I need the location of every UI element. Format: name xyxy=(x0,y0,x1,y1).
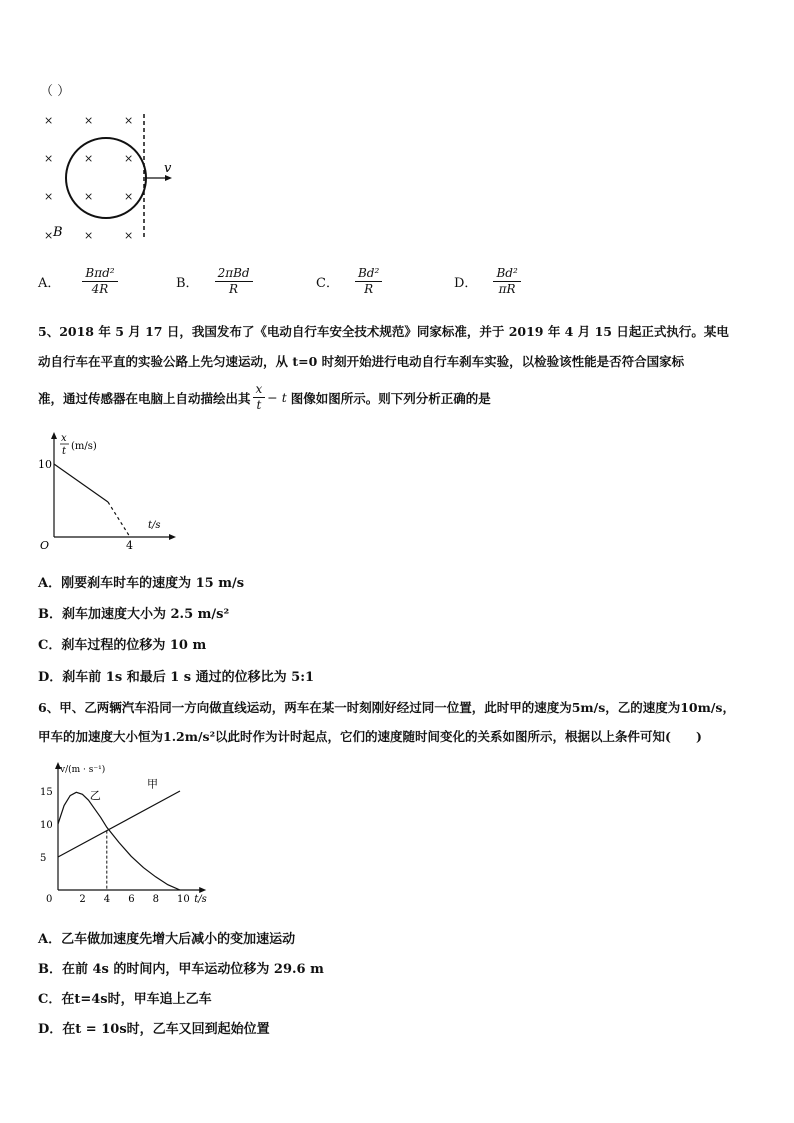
q4-option-d-fraction: $\frac{\text{Bd²}}{\pi R}$ xyxy=(493,266,520,297)
series-line-yi xyxy=(58,792,180,890)
q4-option-a-fraction: $\frac{\text{Bπd²}}{4R}$ xyxy=(82,266,117,297)
cross-mark: × xyxy=(124,152,134,165)
cross-mark: × xyxy=(124,229,134,242)
x-tick-label: 8 xyxy=(152,894,159,905)
y-axis-num: x xyxy=(61,433,67,444)
cross-mark: × xyxy=(124,114,134,127)
decel-line xyxy=(54,464,108,502)
q4-option-b[interactable]: B． $\frac{\text{2πBd}}{R}$ xyxy=(176,266,253,297)
field-crosses xyxy=(44,114,133,242)
q5-xt-graph xyxy=(36,432,176,552)
x-axis-label: t/s xyxy=(148,520,161,531)
x-tick-label: 2 xyxy=(79,894,86,905)
q5-stem-fraction: $\frac{x}{t}$ xyxy=(253,382,266,413)
q6-option-c[interactable]: C．在t=4s时，甲车追上乙车 xyxy=(38,992,212,1007)
q4-option-c-fraction: $\frac{\text{Bd²}}{R}$ xyxy=(355,266,382,297)
q4-option-c[interactable]: C． $\frac{\text{Bd²}}{R}$ xyxy=(316,266,382,297)
cross-mark: × xyxy=(84,152,94,165)
q4-bracket: （ ） xyxy=(40,84,71,99)
y-axis-label: v/(m · s⁻¹) xyxy=(60,765,106,775)
cross-mark: × xyxy=(44,114,54,127)
y-axis-den: t xyxy=(62,446,67,457)
q6-option-d[interactable]: D．在t = 10s时，乙车又回到起始位置 xyxy=(38,1022,270,1037)
series-label-yi: 乙 xyxy=(89,788,101,802)
origin-label: O xyxy=(40,539,50,552)
cross-mark: × xyxy=(44,152,54,165)
q5-stem-line3: 准，通过传感器在电脑上自动描绘出其 $\frac{x}{t}$ − t 图像如图所示。则下列分析正确的是 xyxy=(38,382,491,412)
y-tick-label: 5 xyxy=(40,853,47,864)
q5-option-d[interactable]: D．刹车前 1s 和最后 1 s 通过的位移比为 5:1 xyxy=(38,670,315,685)
q5-option-a[interactable]: A．刚要刹车时车的速度为 15 m/s xyxy=(38,576,245,591)
x-tick-label: 6 xyxy=(128,894,135,905)
cross-mark: × xyxy=(84,114,94,127)
q5-option-b[interactable]: B．刹车加速度大小为 2.5 m/s² xyxy=(38,607,230,622)
x-tick-label: 0 xyxy=(46,894,53,905)
x-axis-label: t/s xyxy=(194,894,207,905)
q6-stem-line1: 6、甲、乙两辆汽车沿同一方向做直线运动，两车在某一时刻刚好经过同一位置，此时甲的速度为5m/s，乙的速度为10m/s， xyxy=(38,700,735,715)
cross-mark: × xyxy=(124,190,134,203)
velocity-label: v xyxy=(164,161,172,176)
y-tick-label: 15 xyxy=(40,787,53,798)
q5-option-c[interactable]: C．刹车过程的位移为 10 m xyxy=(38,638,207,653)
q5-stem-line2: 动自行车在平直的实验公路上先匀速运动，从 t=0 时刻开始进行电动自行车刹车实验，以检验该性能是否符合国家标 xyxy=(38,354,685,369)
q4-option-b-fraction: $\frac{\text{2πBd}}{R}$ xyxy=(215,266,253,297)
field-label: B xyxy=(53,225,63,240)
y-axis-arrow xyxy=(51,432,57,439)
y-tick-label: 10 xyxy=(40,820,53,831)
q6-vt-chart xyxy=(36,760,216,910)
cross-mark: × xyxy=(44,190,54,203)
q6-option-b[interactable]: B．在前 4s 的时间内，甲车运动位移为 29.6 m xyxy=(38,962,324,977)
conducting-ring xyxy=(66,138,146,218)
q6-stem-line2: 甲车的加速度大小恒为1.2m/s²以此时作为计时起点，它们的速度随时间变化的关系如图所示，根据以上条件可知( ) xyxy=(38,729,702,744)
x-axis-arrow xyxy=(199,887,206,893)
x-tick-label: 10 xyxy=(177,894,190,905)
cross-mark: × xyxy=(84,229,94,242)
y-axis-unit: (m/s) xyxy=(71,441,97,452)
decel-line-dashed xyxy=(108,502,130,537)
cross-mark: × xyxy=(84,190,94,203)
cross-mark: × xyxy=(44,229,54,242)
q4-option-d[interactable]: D． $\frac{\text{Bd²}}{\pi R}$ xyxy=(454,266,521,297)
series-line-jia xyxy=(58,788,180,857)
x-axis-arrow xyxy=(169,534,176,540)
series-label-jia: 甲 xyxy=(147,777,159,791)
y-tick-10: 10 xyxy=(38,458,52,471)
q6-option-a[interactable]: A．乙车做加速度先增大后减小的变加速运动 xyxy=(38,932,296,947)
q4-magnetic-field-diagram xyxy=(36,108,186,248)
x-tick-label: 4 xyxy=(103,894,111,905)
q5-stem-line1: 5、2018 年 5 月 17 日，我国发布了《电动自行车安全技术规范》同家标准，并于 2019 年 4 月 15 日起正式执行。某电 xyxy=(38,324,729,339)
q4-option-a[interactable]: A． $\frac{\text{Bπd²}}{4R}$ xyxy=(38,266,118,297)
x-tick-4: 4 xyxy=(126,539,133,552)
